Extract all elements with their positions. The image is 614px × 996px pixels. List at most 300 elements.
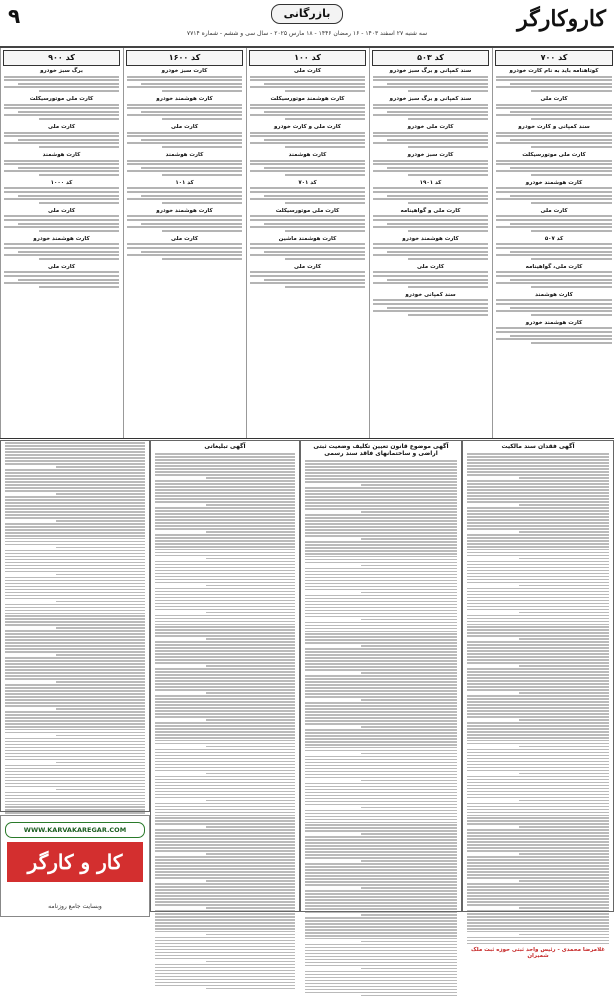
text-line bbox=[155, 686, 295, 688]
page-number: ۹ bbox=[8, 4, 21, 28]
ad-text-line bbox=[264, 139, 365, 141]
text-line bbox=[155, 603, 295, 605]
text-line bbox=[5, 750, 145, 752]
ad-text-line bbox=[250, 160, 365, 162]
ad-text-line bbox=[250, 107, 365, 109]
text-line bbox=[467, 877, 609, 879]
text-line bbox=[155, 704, 295, 706]
text-line bbox=[305, 481, 457, 483]
text-line bbox=[305, 628, 457, 630]
text-line bbox=[467, 552, 609, 554]
text-line bbox=[5, 586, 145, 588]
text-line bbox=[5, 651, 145, 653]
block-body bbox=[1, 442, 149, 858]
ad-text-line bbox=[387, 167, 488, 169]
text-line bbox=[155, 743, 295, 745]
ad-text-line bbox=[373, 135, 488, 137]
text-line bbox=[155, 976, 295, 978]
text-line bbox=[5, 717, 145, 719]
ad-title: کارت هوشمند bbox=[42, 151, 81, 158]
text-line bbox=[467, 632, 609, 634]
text-line bbox=[5, 544, 145, 546]
text-line bbox=[155, 525, 295, 527]
text-line bbox=[467, 943, 609, 945]
text-line bbox=[5, 454, 145, 456]
text-line bbox=[467, 928, 609, 930]
text-line bbox=[5, 481, 145, 483]
text-line bbox=[155, 949, 295, 951]
text-line bbox=[155, 561, 295, 563]
text-line bbox=[5, 768, 145, 770]
text-line bbox=[155, 823, 295, 825]
text-line bbox=[305, 801, 457, 803]
text-line bbox=[5, 795, 145, 797]
text-line bbox=[467, 591, 609, 593]
text-line bbox=[155, 647, 295, 649]
text-line bbox=[467, 803, 609, 805]
text-line bbox=[155, 737, 295, 739]
ad-text-line bbox=[373, 198, 488, 200]
promo-brand: کار و کارگر bbox=[7, 842, 143, 882]
text-line bbox=[5, 460, 145, 462]
classified-ad bbox=[496, 68, 612, 92]
ad-text-line bbox=[4, 76, 119, 78]
text-line bbox=[155, 537, 295, 539]
promo-box bbox=[0, 815, 150, 917]
text-line bbox=[155, 468, 295, 470]
text-line bbox=[155, 874, 295, 876]
text-line bbox=[155, 501, 295, 503]
text-line bbox=[305, 902, 457, 904]
text-line bbox=[467, 525, 609, 527]
text-line bbox=[5, 577, 145, 579]
text-line bbox=[155, 943, 295, 945]
ad-text-line bbox=[373, 79, 488, 81]
text-line bbox=[467, 740, 609, 742]
text-line bbox=[305, 944, 457, 946]
text-line bbox=[5, 514, 145, 516]
text-line bbox=[467, 770, 609, 772]
text-line bbox=[206, 746, 295, 748]
classified-ad bbox=[496, 236, 612, 260]
text-line bbox=[467, 701, 609, 703]
text-line bbox=[5, 684, 145, 686]
text-line bbox=[361, 914, 457, 916]
text-line bbox=[305, 684, 457, 686]
text-line bbox=[5, 672, 145, 674]
classified-ad bbox=[250, 180, 365, 204]
text-line bbox=[5, 714, 145, 716]
text-line bbox=[361, 941, 457, 943]
ad-text-line bbox=[250, 170, 365, 172]
ad-text-line bbox=[250, 243, 365, 245]
text-line bbox=[5, 538, 145, 540]
text-line bbox=[155, 898, 295, 900]
ad-title: کارت هوشمند bbox=[535, 291, 573, 298]
text-line bbox=[305, 526, 457, 528]
ad-text-line bbox=[162, 258, 243, 260]
text-line bbox=[467, 725, 609, 727]
text-line bbox=[5, 598, 145, 600]
ad-text-line bbox=[387, 139, 488, 141]
text-line bbox=[155, 967, 295, 969]
text-line bbox=[155, 486, 295, 488]
text-line bbox=[305, 568, 457, 570]
text-line bbox=[467, 492, 609, 494]
ad-text-line bbox=[127, 142, 242, 144]
ad-text-line bbox=[18, 195, 119, 197]
text-line bbox=[56, 708, 145, 710]
text-line bbox=[155, 820, 295, 822]
text-line bbox=[206, 988, 295, 990]
text-line bbox=[5, 568, 145, 570]
text-line bbox=[155, 862, 295, 864]
ad-text-line bbox=[510, 279, 612, 281]
text-line bbox=[5, 565, 145, 567]
text-line bbox=[305, 529, 457, 531]
text-line bbox=[305, 595, 457, 597]
text-line bbox=[155, 689, 295, 691]
ad-text-line bbox=[39, 118, 120, 120]
ad-text-line bbox=[531, 286, 612, 288]
text-line bbox=[305, 741, 457, 743]
text-line bbox=[467, 567, 609, 569]
ad-title: کد ۵۰۷ bbox=[544, 235, 564, 242]
ad-text-line bbox=[373, 275, 488, 277]
text-line bbox=[5, 580, 145, 582]
text-line bbox=[155, 877, 295, 879]
ad-text-line bbox=[496, 132, 612, 134]
text-line bbox=[5, 532, 145, 534]
text-line bbox=[467, 761, 609, 763]
ad-text-line bbox=[373, 160, 488, 162]
ad-text-line bbox=[496, 104, 612, 106]
text-line bbox=[305, 959, 457, 961]
ad-text-line bbox=[387, 307, 488, 309]
ad-text-line bbox=[531, 146, 612, 148]
text-line bbox=[305, 607, 457, 609]
text-line bbox=[5, 806, 145, 808]
text-line bbox=[5, 562, 145, 564]
text-line bbox=[467, 874, 609, 876]
text-line bbox=[155, 624, 295, 626]
ad-title: کارت هوشمند ماشین bbox=[278, 235, 337, 242]
ad-text-line bbox=[496, 243, 612, 245]
text-line bbox=[467, 722, 609, 724]
text-line bbox=[155, 591, 295, 593]
classified-ad bbox=[250, 124, 365, 148]
ad-text-line bbox=[408, 146, 489, 148]
text-line bbox=[5, 595, 145, 597]
text-line bbox=[155, 806, 295, 808]
ad-text-line bbox=[18, 279, 119, 281]
ad-text-line bbox=[264, 83, 365, 85]
text-line bbox=[56, 762, 145, 764]
text-line bbox=[467, 564, 609, 566]
ad-text-line bbox=[264, 111, 365, 113]
block-heading: آگهی موضوع قانون تعیین تکلیف وضعیت ثبتی اراضی و ساختمانهای فاقد سند رسمی bbox=[313, 443, 449, 457]
text-line bbox=[467, 871, 609, 873]
text-line bbox=[155, 815, 295, 817]
text-line bbox=[206, 638, 295, 640]
text-line bbox=[155, 916, 295, 918]
text-line bbox=[305, 971, 457, 973]
text-line bbox=[206, 585, 295, 587]
text-line bbox=[467, 797, 609, 799]
text-line bbox=[467, 776, 609, 778]
text-line bbox=[155, 573, 295, 575]
ad-code-label: کد ۹۰۰ bbox=[3, 50, 120, 66]
text-line bbox=[305, 771, 457, 773]
text-line bbox=[305, 983, 457, 985]
text-line bbox=[467, 686, 609, 688]
ad-text-line bbox=[408, 118, 489, 120]
text-line bbox=[467, 483, 609, 485]
classified-ad bbox=[127, 96, 242, 120]
ad-text-line bbox=[127, 114, 242, 116]
text-line bbox=[467, 829, 609, 831]
text-line bbox=[206, 773, 295, 775]
ad-text-line bbox=[4, 142, 119, 144]
classified-ad bbox=[127, 236, 242, 260]
text-line bbox=[467, 758, 609, 760]
text-line bbox=[305, 702, 457, 704]
text-line bbox=[155, 770, 295, 772]
text-line bbox=[467, 489, 609, 491]
text-line bbox=[467, 501, 609, 503]
ad-text-line bbox=[127, 135, 242, 137]
text-line bbox=[155, 871, 295, 873]
text-line bbox=[305, 460, 457, 462]
ad-text-line bbox=[373, 132, 488, 134]
classified-ad bbox=[496, 264, 612, 288]
ad-text-line bbox=[250, 271, 365, 273]
text-line bbox=[5, 711, 145, 713]
text-line bbox=[467, 516, 609, 518]
text-line bbox=[155, 656, 295, 658]
text-line bbox=[155, 492, 295, 494]
text-line bbox=[155, 516, 295, 518]
text-line bbox=[305, 493, 457, 495]
text-line bbox=[5, 812, 145, 814]
text-line bbox=[467, 680, 609, 682]
text-line bbox=[467, 459, 609, 461]
ad-title: کارت ملی موتورسیکلت bbox=[29, 95, 94, 102]
text-line bbox=[155, 755, 295, 757]
ad-title: کارت ملی bbox=[170, 235, 199, 242]
text-line bbox=[467, 785, 609, 787]
ad-text-line bbox=[250, 132, 365, 134]
text-line bbox=[206, 719, 295, 721]
text-line bbox=[155, 979, 295, 981]
ad-text-line bbox=[496, 226, 612, 228]
text-line bbox=[155, 453, 295, 455]
classified-ad bbox=[496, 320, 612, 344]
ad-text-line bbox=[4, 271, 119, 273]
text-line bbox=[305, 490, 457, 492]
text-line bbox=[467, 468, 609, 470]
classified-ad bbox=[373, 96, 488, 120]
text-line bbox=[467, 707, 609, 709]
text-line bbox=[467, 791, 609, 793]
text-line bbox=[467, 546, 609, 548]
text-line bbox=[305, 929, 457, 931]
text-line bbox=[5, 726, 145, 728]
text-line bbox=[467, 835, 609, 837]
ad-text-line bbox=[4, 198, 119, 200]
text-line bbox=[305, 932, 457, 934]
text-line bbox=[155, 788, 295, 790]
text-line bbox=[305, 639, 457, 641]
ad-text-line bbox=[496, 303, 612, 305]
text-line bbox=[5, 499, 145, 501]
ad-text-line bbox=[39, 230, 120, 232]
text-line bbox=[467, 462, 609, 464]
text-line bbox=[467, 647, 609, 649]
text-line bbox=[467, 713, 609, 715]
text-line bbox=[519, 880, 609, 882]
text-line bbox=[5, 472, 145, 474]
ad-title: کد ۱۰۱ bbox=[175, 179, 194, 186]
text-line bbox=[361, 833, 457, 835]
text-line bbox=[155, 761, 295, 763]
ad-text-line bbox=[127, 247, 242, 249]
ad-text-line bbox=[127, 79, 242, 81]
legal-block-left bbox=[150, 440, 300, 912]
text-line bbox=[155, 812, 295, 814]
text-line bbox=[305, 798, 457, 800]
text-line bbox=[5, 693, 145, 695]
text-line bbox=[519, 612, 609, 614]
text-line bbox=[467, 671, 609, 673]
ad-text-line bbox=[264, 251, 365, 253]
text-line bbox=[305, 917, 457, 919]
text-line bbox=[5, 478, 145, 480]
text-line bbox=[155, 809, 295, 811]
text-line bbox=[305, 759, 457, 761]
text-line bbox=[467, 507, 609, 509]
text-line bbox=[305, 556, 457, 558]
text-line bbox=[5, 607, 145, 609]
ad-text-line bbox=[162, 230, 243, 232]
text-line bbox=[467, 486, 609, 488]
text-line bbox=[155, 495, 295, 497]
text-line bbox=[467, 865, 609, 867]
text-line bbox=[305, 463, 457, 465]
ad-text-line bbox=[264, 167, 365, 169]
text-line bbox=[155, 895, 295, 897]
text-line bbox=[305, 505, 457, 507]
text-line bbox=[305, 810, 457, 812]
text-line bbox=[467, 823, 609, 825]
text-line bbox=[467, 597, 609, 599]
text-line bbox=[467, 629, 609, 631]
text-line bbox=[155, 615, 295, 617]
text-line bbox=[305, 738, 457, 740]
text-line bbox=[5, 669, 145, 671]
text-line bbox=[305, 654, 457, 656]
text-line bbox=[155, 889, 295, 891]
text-line bbox=[305, 762, 457, 764]
ad-text-line bbox=[250, 104, 365, 106]
text-line bbox=[467, 743, 609, 745]
text-line bbox=[467, 495, 609, 497]
text-line bbox=[305, 541, 457, 543]
ad-text-line bbox=[250, 191, 365, 193]
ad-text-line bbox=[127, 76, 242, 78]
signature: غلامرضا محمدی - رئیس واحد ثبتی حوزه ثبت ملک شمیران bbox=[470, 947, 606, 960]
ad-text-line bbox=[373, 271, 488, 273]
text-line bbox=[5, 732, 145, 734]
text-line bbox=[5, 660, 145, 662]
ad-text-line bbox=[285, 258, 366, 260]
ad-text-line bbox=[373, 107, 488, 109]
text-line bbox=[467, 609, 609, 611]
text-line bbox=[155, 671, 295, 673]
ad-text-line bbox=[4, 275, 119, 277]
text-line bbox=[305, 571, 457, 573]
website-link[interactable]: WWW.KARVAKAREGAR.COM bbox=[5, 822, 145, 838]
text-line bbox=[361, 726, 457, 728]
text-line bbox=[155, 588, 295, 590]
ad-text-line bbox=[408, 90, 489, 92]
ad-title: کارت ملی bbox=[293, 263, 322, 270]
text-line bbox=[467, 594, 609, 596]
text-line bbox=[155, 749, 295, 751]
ad-text-line bbox=[250, 275, 365, 277]
text-line bbox=[467, 862, 609, 864]
text-line bbox=[519, 746, 609, 748]
text-line bbox=[519, 853, 609, 855]
text-line bbox=[361, 538, 457, 540]
block-body bbox=[301, 460, 461, 996]
text-line bbox=[361, 484, 457, 486]
text-line bbox=[155, 594, 295, 596]
text-line bbox=[467, 603, 609, 605]
text-line bbox=[5, 678, 145, 680]
text-line bbox=[361, 780, 457, 782]
text-line bbox=[5, 642, 145, 644]
text-line bbox=[361, 645, 457, 647]
text-line bbox=[155, 626, 295, 628]
classified-ad bbox=[250, 264, 365, 288]
text-line bbox=[155, 725, 295, 727]
ad-text-line bbox=[496, 142, 612, 144]
text-line bbox=[5, 645, 145, 647]
text-line bbox=[5, 657, 145, 659]
text-line bbox=[305, 804, 457, 806]
text-line bbox=[305, 625, 457, 627]
ad-text-line bbox=[4, 226, 119, 228]
text-line bbox=[155, 662, 295, 664]
ad-text-line bbox=[4, 132, 119, 134]
text-line bbox=[305, 532, 457, 534]
text-line bbox=[305, 696, 457, 698]
text-line bbox=[467, 528, 609, 530]
ad-title: سند کمپانی و برگ سبز خودرو bbox=[389, 95, 472, 102]
text-line bbox=[5, 699, 145, 701]
ad-text-line bbox=[496, 76, 612, 78]
ad-title: کارت هوشمند bbox=[165, 151, 204, 158]
text-line bbox=[467, 588, 609, 590]
text-line bbox=[305, 824, 457, 826]
ad-text-line bbox=[127, 86, 242, 88]
text-line bbox=[467, 847, 609, 849]
text-line bbox=[305, 965, 457, 967]
ad-text-line bbox=[496, 170, 612, 172]
text-line bbox=[305, 598, 457, 600]
text-line bbox=[305, 660, 457, 662]
